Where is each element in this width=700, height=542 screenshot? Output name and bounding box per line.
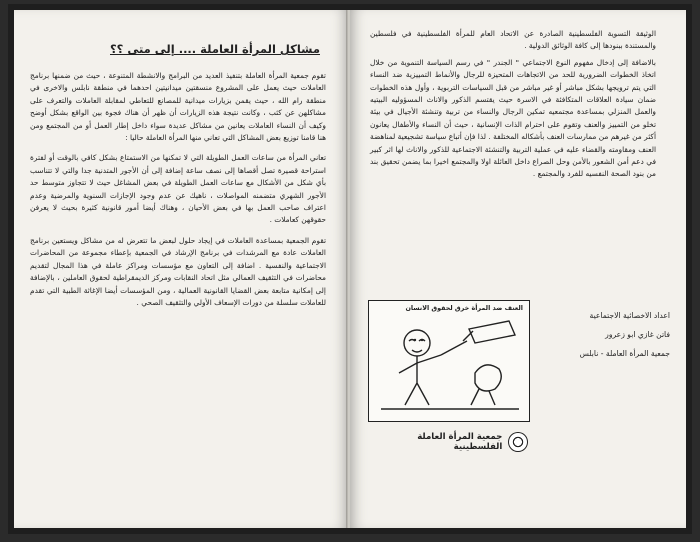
paragraph: تقوم جمعية المرأة العاملة بتنفيذ العديد من البرامج والانشطة المتنوعة ، حيث من ضمنها برنامج العاملات حيث يعمل على المشروع منسقتين ميدانيتين احدهما في منطقة نابلس والاخرى في منطقة رام الله ، حيث يقمن بزيارات ميدانية للمصانع للتعاطي لمقابلة العاملات والتعرف على مشاكلهن عن كثب ، وكانت نتيجة هذه الزيارات أن ظهر أن هناك فجوة بين الواقع بشكل أوضح وكيف أن النساء العاملات يعانين من مشاكل عديدة سواء داخل إطار العمل أو من المجتمع ومن هنا قامنا توزيع بعض المشاكل التي تعاني منها المرأة العاملة حاليا :: [30, 71, 326, 143]
article-title: مشاكل المرأة العاملة .... إلى متى ؟؟: [110, 42, 320, 56]
right-page-body: [370, 28, 656, 185]
right-page: [350, 10, 686, 528]
credit-line: اعداد الاخصائية الاجتماعية: [589, 311, 670, 320]
paragraph: تقوم الجمعية بمساعدة العاملات في إيجاد حلول لبعض ما تتعرض له من مشاكل ويستعين برنامج العاملات عادة مع المرشدات في برنامج الإرشاد في الجمعية بإعطاء مجموعة من المحاضرات الاجتماعية والنفسية . اضافة إلى التعاون مع مؤسسات ومراكز عاملة في هذا المجال لتقديم محاضرات في التثقيف العمالي مثل اتحاد النقابات ومركز الديمقراطية لحقوق العاملين ، بالإضافة إلى إمكانية متابعة بعض القضايا القانونية العمالية ، ومن المؤسسات أيضا الإغاثة الطبية التي تقدم للعاملات سلسلة من دورات الإسعاف الأولي والتثقيف الصحي .: [30, 235, 326, 307]
left-page: [14, 10, 348, 528]
author-credits: [540, 306, 670, 363]
booklet-spread: [8, 4, 692, 534]
credit-line: جمعية المرأة العاملة - نابلس: [579, 349, 670, 358]
left-page-body: [30, 70, 326, 317]
paragraph: تعاني المرأة من ساعات العمل الطويلة التي لا تمكنها من الاستمتاع بشكل كافي بالوقت أو لفترة استراحة قصيرة تصل أقصاها إلى نصف ساعة إضافة إلى أن الأجور المتدنية جدا والتي لا تتناسب بأي شكل من الأشكال مع ساعات العمل الطويلة في بعض المشاغل حيث لا تتجاوز متوسط حد الأجور الشهري متضمنه المواصلات ، ناهيك عن عدم وجود الإجازات السنوية والمرضية وعدم اعتراف صاحب العمل بها في بعض الأحيان ، وهناك أيضا أمور قانونية كثيرة بحيث لا يعرفن حقوقهن كعاملات .: [30, 153, 326, 225]
paragraph: الوثيقة التسوية الفلسطينية الصادرة عن الاتحاد العام للمرأة الفلسطينية في فلسطين والمستندة ببنودها إلى كافة الوثائق الدولية .: [370, 29, 656, 51]
organization-logo: [368, 430, 528, 454]
credit-line: فاتن غازي ابو زعرور: [605, 330, 670, 339]
paragraph: بالاضافة إلى إدخال مفهوم النوع الاجتماعي " الجندر " في رسم السياسة التنموية من خلال اتخاذ الخطوات الضرورية للحد من الاتجاهات المتحيزة للرجال والأنماط التمييزية ضد النساء التي يتم ترويجها بشكل مباشر أو غير مباشر من قبل السياسات التربوية ، وأول هذه الخطوات ضمان سيادة العلاقات المتكافئة في الاسرة حيث يقتسم الذكور والاناث المسؤوليه البيتيه والعمل المنزلي بمساعدة مجتمعيه تمكين الرجال والنساء من تربية وتنشئة الأجيال في بيئة تخلو من التمييز والعنف وتقوم على احترام الذات الإنسانية ، حيث أن النساء والأطفال يعانون أكثر من غيرهم من ممارسات العنف بأشكاله المختلفة . لذا فإن أتباع سياسة تشجيعية لمناهضة العنف ومقاومته والقضاء عليه في عملية التربية والتنشئة الاجتماعية للذكور والاناث لها اثر كبير في دعم أمن الشعور بالأمن وحل الصراع داخل العائلة اولا والمجتمع اخيرا بما يضمن تحقيق بند من بنود الصحة النفسيه للفرد والمجتمع .: [370, 57, 656, 179]
cartoon-drawing-icon: [369, 301, 529, 421]
cartoon-illustration: [368, 300, 530, 422]
seal-icon: [508, 432, 528, 452]
cartoon-caption: العنف ضد المرأة خرق لحقوق الانسان: [405, 304, 523, 312]
organization-name: جمعية المرأة العاملة الفلسطينية: [417, 432, 503, 452]
